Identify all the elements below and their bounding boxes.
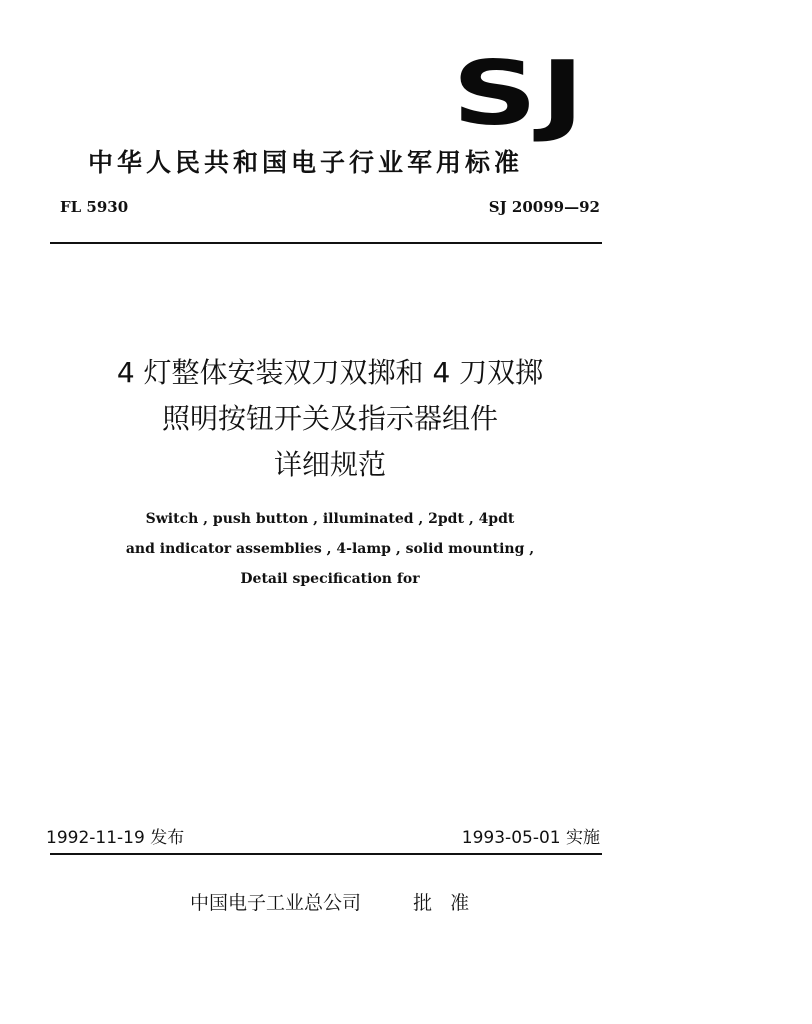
english-title-line: Detail specification for <box>240 571 420 587</box>
standard-body-heading: 中华人民共和国电子行业军用标准 <box>88 148 524 177</box>
approval-label: 批 准 <box>413 892 476 914</box>
chinese-title-line: 4 灯整体安装双刀双掷和 4 刀双掷 <box>116 356 544 389</box>
code-row <box>60 198 600 216</box>
english-title-line: and indicator assemblies , 4-lamp , solid mounting , <box>125 541 535 557</box>
english-title <box>60 504 600 594</box>
chinese-title-line: 照明按钮开关及指示器组件 <box>161 402 498 435</box>
classification-code: FL 5930 <box>60 198 129 216</box>
chinese-title-line: 详细规范 <box>273 448 386 481</box>
standard-number: SJ 20099—92 <box>488 198 600 216</box>
issue-date: 1992-11-19 发布 <box>46 828 185 848</box>
approver-name: 中国电子工业总公司 <box>190 892 362 914</box>
bottom-divider <box>50 853 602 855</box>
chinese-title <box>60 350 600 488</box>
date-row <box>46 823 600 848</box>
effective-date: 1993-05-01 实施 <box>461 828 600 848</box>
top-divider <box>50 242 602 244</box>
sj-logo: SJ <box>452 42 588 145</box>
english-title-line: Switch , push button , illuminated , 2pdt , 4pdt <box>145 511 515 527</box>
approval-line <box>190 888 475 915</box>
